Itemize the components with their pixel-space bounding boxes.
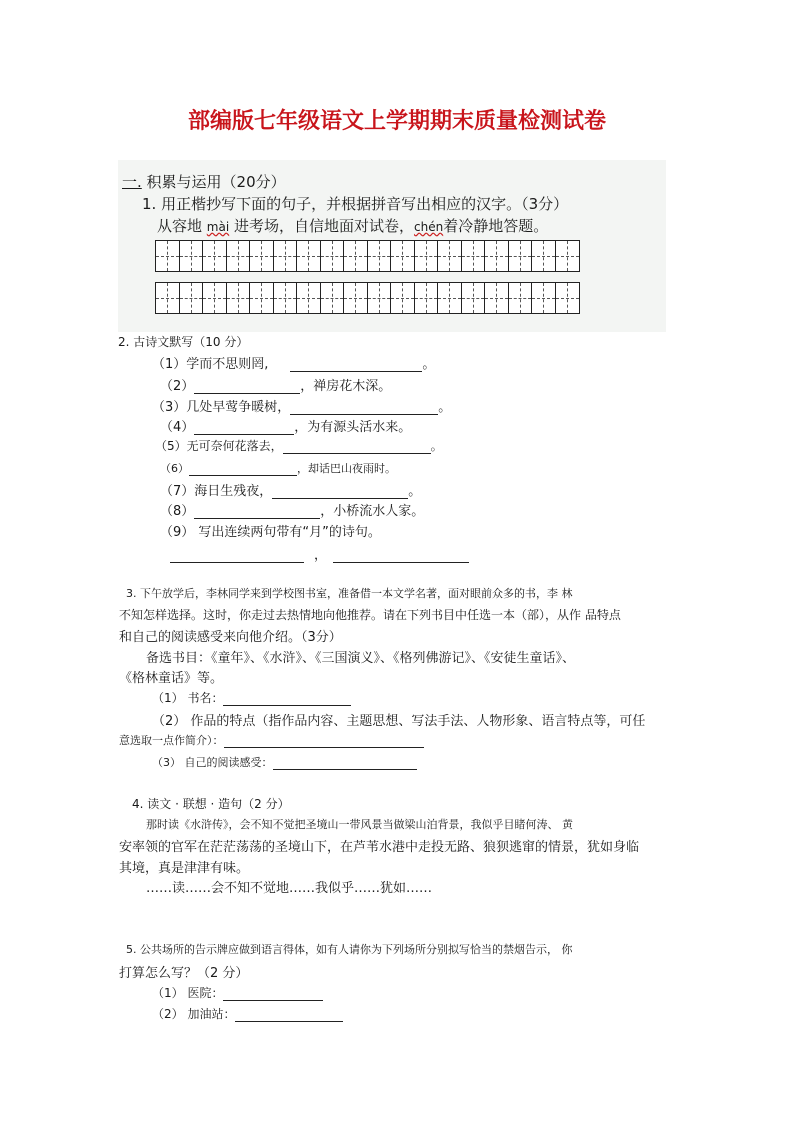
q3-sub-1: [152, 689, 351, 706]
q3-sub-3: [152, 754, 417, 770]
q2-item-6-text: （6）: [160, 462, 189, 475]
q1-text-a: 从容地: [157, 217, 203, 235]
q2-item-7-text: （7）海日生残夜，: [160, 484, 273, 499]
q5-sub-2-label: （2） 加油站：: [152, 1007, 236, 1021]
answer-blank[interactable]: [283, 439, 431, 454]
grid-cell[interactable]: [180, 241, 204, 271]
q3-line-3: 和自己的阅读感受来向他介绍。（3分）: [119, 630, 342, 645]
q2-item-9: （9） 写出连续两句带有“月”的诗句。: [160, 525, 381, 540]
page-title: 部编版七年级语文上学期期末质量检测试卷: [187, 108, 606, 134]
grid-cell[interactable]: [532, 283, 556, 313]
q5-line-2: 打算怎么写？（2 分）: [119, 966, 249, 981]
q2-item-4: [160, 416, 411, 435]
q2-item-2-end: ，禅房花木深。: [300, 379, 392, 394]
pinyin-mai: mài: [206, 220, 230, 234]
q4-line-4: ……读……会不知不觉地……我似乎……犹如……: [146, 881, 433, 896]
section-1-number: 一.: [122, 173, 142, 191]
q3-sub-2a: （2） 作品的特点（指作品内容、主题思想、写法手法、人物形象、语言特点等，可任: [152, 714, 646, 729]
section-1-heading: [122, 171, 286, 192]
grid-cell[interactable]: [274, 283, 298, 313]
answer-blank[interactable]: [223, 691, 351, 706]
grid-cell[interactable]: [297, 283, 321, 313]
grid-cell[interactable]: [438, 283, 462, 313]
answer-blank[interactable]: [333, 548, 469, 563]
grid-cell[interactable]: [321, 283, 345, 313]
q2-item-8-text: （8）: [160, 504, 195, 519]
grid-cell[interactable]: [415, 241, 439, 271]
grid-cell[interactable]: [156, 283, 180, 313]
q1-text-c: 着冷静地答题。: [443, 217, 549, 235]
q2-item-3-end: 。: [438, 400, 452, 415]
grid-cell[interactable]: [462, 283, 486, 313]
grid-cell[interactable]: [156, 241, 180, 271]
answer-blank[interactable]: [290, 400, 438, 415]
grid-cell[interactable]: [532, 241, 556, 271]
q3-books-line-1: 备选书目：《童年》、《水浒》、《三国演义》、《格列佛游记》、《安徒生童话》、: [146, 651, 576, 666]
answer-blank[interactable]: [235, 1007, 343, 1022]
q4-line-1: 那时读《水浒传》，会不知不觉把圣境山一带风景当做梁山泊背景，我似乎目睹何涛、 黄: [146, 818, 573, 831]
answer-blank[interactable]: [189, 461, 297, 476]
q2-title: 2. 古诗文默写（10 分）: [118, 335, 249, 349]
grid-cell[interactable]: [391, 283, 415, 313]
answer-blank[interactable]: [290, 357, 422, 372]
grid-cell[interactable]: [203, 241, 227, 271]
grid-cell[interactable]: [344, 241, 368, 271]
q2-item-3-text: （3）几处早莺争暖树，: [152, 400, 291, 415]
pinyin-chen: chén: [413, 220, 444, 234]
grid-cell[interactable]: [180, 283, 204, 313]
grid-cell[interactable]: [321, 241, 345, 271]
grid-cell[interactable]: [485, 283, 509, 313]
grid-cell[interactable]: [556, 283, 580, 313]
answer-blank[interactable]: [194, 379, 300, 394]
q5-line-1: 5. 公共场所的告示牌应做到语言得体，如有人请你为下列场所分别拟写恰当的禁烟告示， 你: [126, 943, 573, 956]
q2-item-5-text: （5）无可奈何花落去，: [155, 439, 283, 453]
q2-item-6-end: ，却话巴山夜雨时。: [297, 462, 396, 475]
grid-cell[interactable]: [509, 241, 533, 271]
q2-item-8: [160, 500, 424, 519]
answer-blank[interactable]: [273, 755, 417, 770]
grid-cell[interactable]: [250, 241, 274, 271]
answer-blank[interactable]: [194, 420, 294, 435]
q2-item-5: [155, 437, 443, 454]
q3-line-2: 不知怎样选择。这时，你走过去热情地向他推荐。请在下列书目中任选一本（部），从作 品特点: [119, 608, 621, 622]
grid-cell[interactable]: [227, 283, 251, 313]
grid-cell[interactable]: [274, 241, 298, 271]
q2-item-3: [152, 396, 451, 415]
q1-sentence: [157, 215, 548, 236]
grid-cell[interactable]: [344, 283, 368, 313]
grid-cell[interactable]: [368, 241, 392, 271]
q3-sub-1-label: （1） 书名：: [152, 691, 224, 705]
q2-item-6: [160, 460, 396, 476]
q5-sub-2: [152, 1005, 343, 1022]
q2-item-9-answers: [170, 544, 469, 563]
q1-title: 1. 用正楷抄写下面的句子，并根据拼音写出相应的汉字。（3分）: [142, 195, 569, 213]
q2-item-1-end: 。: [422, 357, 436, 372]
q2-item-1-text: （1）学而不思则罔,: [152, 357, 269, 372]
grid-cell[interactable]: [556, 241, 580, 271]
writing-grid-row-1[interactable]: [155, 240, 580, 272]
answer-blank[interactable]: [224, 733, 424, 748]
q1-text-b: 进考场，自信地面对试卷，: [233, 217, 414, 235]
grid-cell[interactable]: [509, 283, 533, 313]
answer-blank[interactable]: [170, 548, 304, 563]
q3-sub-3-label: （3） 自己的阅读感受：: [152, 756, 273, 769]
q4-line-3: 其境，真是津津有味。: [119, 861, 250, 876]
q2-item-1: [152, 353, 435, 372]
grid-cell[interactable]: [462, 241, 486, 271]
q2-item-7-end: 。: [408, 484, 422, 499]
grid-cell[interactable]: [297, 241, 321, 271]
grid-cell[interactable]: [415, 283, 439, 313]
grid-cell[interactable]: [391, 241, 415, 271]
q2-item-4-text: （4）: [160, 420, 195, 435]
q5-sub-1-label: （1） 医院：: [152, 986, 224, 1000]
q3-sub-2b-label: 意选取一点作简介）：: [119, 734, 224, 747]
q2-item-8-end: ，小桥流水人家。: [320, 504, 425, 519]
q2-item-7: [160, 480, 421, 499]
q2-separator: ，: [314, 548, 328, 563]
q2-item-5-end: 。: [430, 439, 443, 453]
q4-title: 4. 读文 · 联想 · 造句（2 分）: [132, 797, 290, 811]
writing-grid-row-2[interactable]: [155, 282, 580, 314]
q2-item-4-end: ，为有源头活水来。: [294, 420, 412, 435]
grid-cell[interactable]: [438, 241, 462, 271]
section-1-title: 积累与运用（20分）: [141, 173, 286, 191]
grid-cell[interactable]: [227, 241, 251, 271]
q2-item-2: [160, 375, 391, 394]
answer-blank[interactable]: [194, 504, 320, 519]
q5-sub-1: [152, 984, 323, 1001]
q3-books-line-2: 《格林童话》等。: [119, 671, 224, 686]
q3-line-1: 3. 下午放学后，李林同学来到学校图书室，准备借一本文学名著，面对眼前众多的书，李 林: [126, 587, 573, 600]
q4-line-2: 安率领的官军在茫茫荡荡的圣境山下，在芦苇水港中走投无路、狼狈逃窜的情景，犹如身临: [119, 840, 640, 855]
answer-blank[interactable]: [223, 986, 323, 1001]
answer-blank[interactable]: [272, 484, 408, 499]
grid-cell[interactable]: [485, 241, 509, 271]
grid-cell[interactable]: [250, 283, 274, 313]
grid-cell[interactable]: [368, 283, 392, 313]
q2-item-2-text: （2）: [160, 379, 195, 394]
q3-sub-2b: [119, 732, 424, 748]
grid-cell[interactable]: [203, 283, 227, 313]
